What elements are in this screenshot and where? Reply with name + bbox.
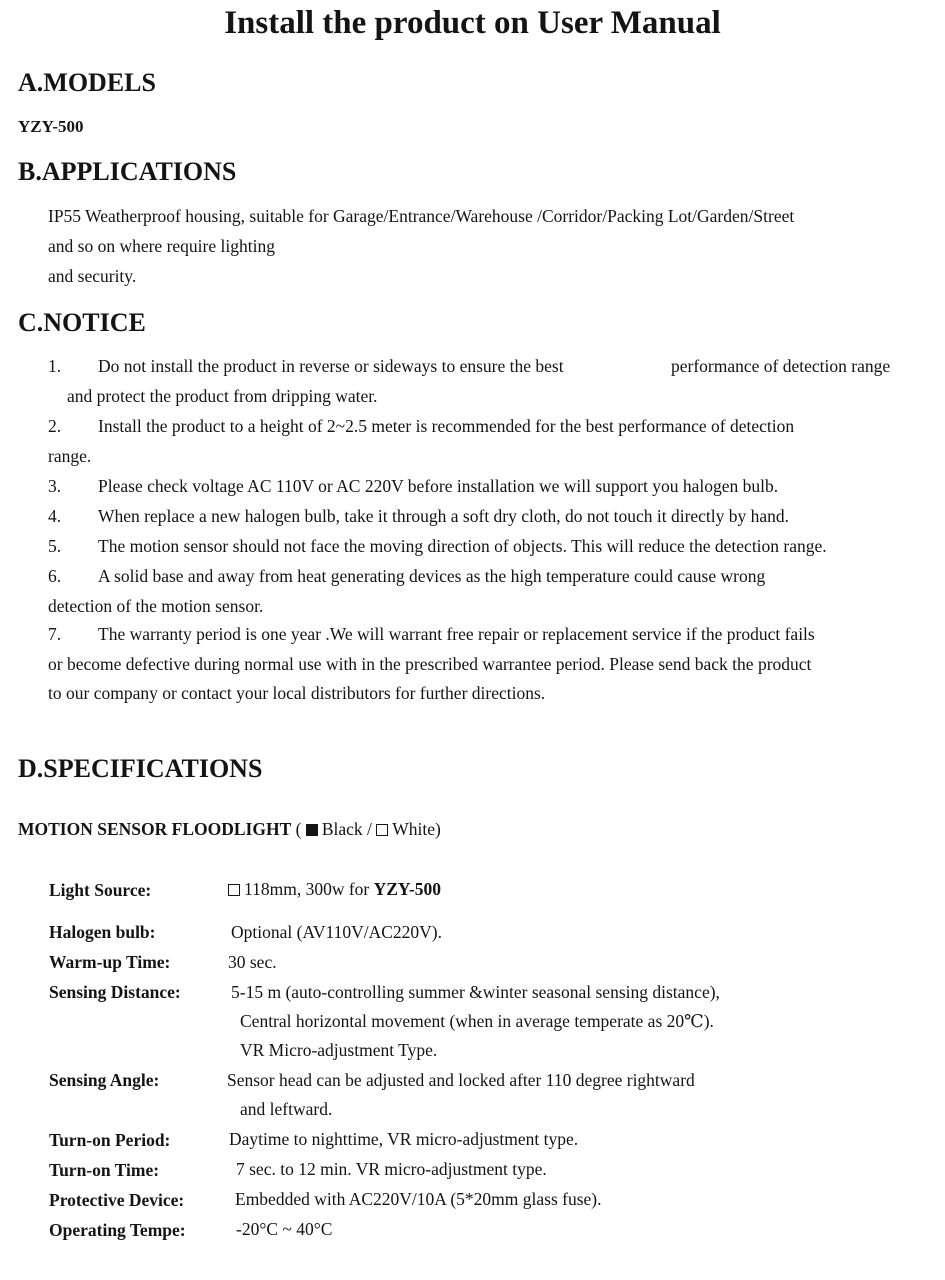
notice-item-continuation: and protect the product from dripping water. <box>67 386 378 406</box>
notice-item <box>48 471 778 501</box>
notice-item-continuation: to our company or contact your local distributors for further directions. <box>48 683 546 703</box>
model-number: YZY-500 <box>18 117 84 136</box>
spec-value: 118mm, 300w for YZY-500 <box>228 874 441 904</box>
notice-item-text: A solid base and away from heat generating devices as the high temperature could cause wrong <box>98 566 766 586</box>
product-line <box>18 817 441 841</box>
spec-value: Optional (AV110V/AC220V). <box>231 922 442 942</box>
spec-value: 5-15 m (auto-controlling summer &winter seasonal sensing distance), <box>231 982 720 1002</box>
notice-item-text: When replace a new halogen bulb, take it through a soft dry cloth, do not touch it directly by hand. <box>98 506 790 526</box>
notice-item-number: 7. <box>48 624 62 644</box>
empty-square-icon <box>228 884 240 896</box>
spec-value: Daytime to nighttime, VR micro-adjustment type. <box>229 1129 579 1149</box>
notice-heading: C.NOTICE <box>18 308 146 337</box>
notice-item <box>48 561 765 591</box>
spec-value-continuation: VR Micro-adjustment Type. <box>240 1040 438 1060</box>
notice-item-text: The warranty period is one year .We will warrant free repair or replacement service if the product fails <box>98 624 815 644</box>
product-name: MOTION SENSOR FLOODLIGHT <box>18 819 292 839</box>
notice-item-text: The motion sensor should not face the moving direction of objects. This will reduce the detection range. <box>98 536 827 556</box>
filled-square-icon <box>306 824 318 836</box>
empty-square-icon <box>376 824 388 836</box>
spec-model-bold: YZY-500 <box>373 879 442 899</box>
spec-value-continuation: Central horizontal movement (when in average temperate as 20℃). <box>240 1011 714 1031</box>
notice-item-text: Do not install the product in reverse or sideways to ensure the best <box>98 356 564 376</box>
spec-label: Turn-on Period: <box>49 1130 171 1150</box>
color-option-black: Black / <box>321 819 372 839</box>
product-open-paren: ( <box>295 819 302 839</box>
notice-item-text: Install the product to a height of 2~2.5 meter is recommended for the best performance of detection <box>98 416 795 436</box>
notice-item-continuation: detection of the motion sensor. <box>48 596 264 616</box>
notice-item-number: 1. <box>48 356 62 376</box>
spec-label: Operating Tempe: <box>49 1220 186 1240</box>
notice-item <box>48 501 789 531</box>
notice-item <box>48 411 794 441</box>
spec-label: Turn-on Time: <box>49 1160 160 1180</box>
models-heading: A.MODELS <box>18 68 156 97</box>
spec-value: Embedded with AC220V/10A (5*20mm glass fuse). <box>235 1189 602 1209</box>
applications-line-3: and security. <box>48 266 137 286</box>
applications-heading: B.APPLICATIONS <box>18 157 237 186</box>
notice-item-number: 4. <box>48 506 62 526</box>
notice-item-number: 5. <box>48 536 62 556</box>
applications-line-2: and so on where require lighting <box>48 236 275 256</box>
notice-item-number: 3. <box>48 476 62 496</box>
color-option-white: White) <box>392 819 441 839</box>
specifications-heading: D.SPECIFICATIONS <box>18 754 263 783</box>
spec-value: -20°C ~ 40°C <box>236 1219 333 1239</box>
spec-label: Sensing Angle: <box>49 1070 160 1090</box>
notice-item-continuation: or become defective during normal use with in the prescribed warrantee period. Please send back the product <box>48 654 812 674</box>
spec-label: Light Source: <box>49 880 152 900</box>
notice-item-continuation: range. <box>48 446 92 466</box>
notice-item-number: 6. <box>48 566 62 586</box>
notice-item <box>48 531 827 561</box>
spec-value: 7 sec. to 12 min. VR micro-adjustment type. <box>236 1159 547 1179</box>
applications-line-1: IP55 Weatherproof housing, suitable for Garage/Entrance/Warehouse /Corridor/Packing Lot/Garden/Street <box>48 206 795 226</box>
spec-value: 30 sec. <box>228 952 277 972</box>
page-title: Install the product on User Manual <box>224 5 721 41</box>
notice-item <box>48 619 815 649</box>
notice-item-text: Please check voltage AC 110V or AC 220V before installation we will support you halogen bulb. <box>98 476 779 496</box>
spec-label: Halogen bulb: <box>49 922 156 942</box>
spec-label: Warm-up Time: <box>49 952 171 972</box>
notice-item-text-continued: performance of detection range <box>671 356 891 376</box>
notice-item <box>48 351 564 381</box>
spec-label: Protective Device: <box>49 1190 185 1210</box>
spec-value: Sensor head can be adjusted and locked after 110 degree rightward <box>227 1070 695 1090</box>
spec-label: Sensing Distance: <box>49 982 181 1002</box>
spec-value-continuation: and leftward. <box>240 1099 333 1119</box>
notice-item-number: 2. <box>48 416 62 436</box>
